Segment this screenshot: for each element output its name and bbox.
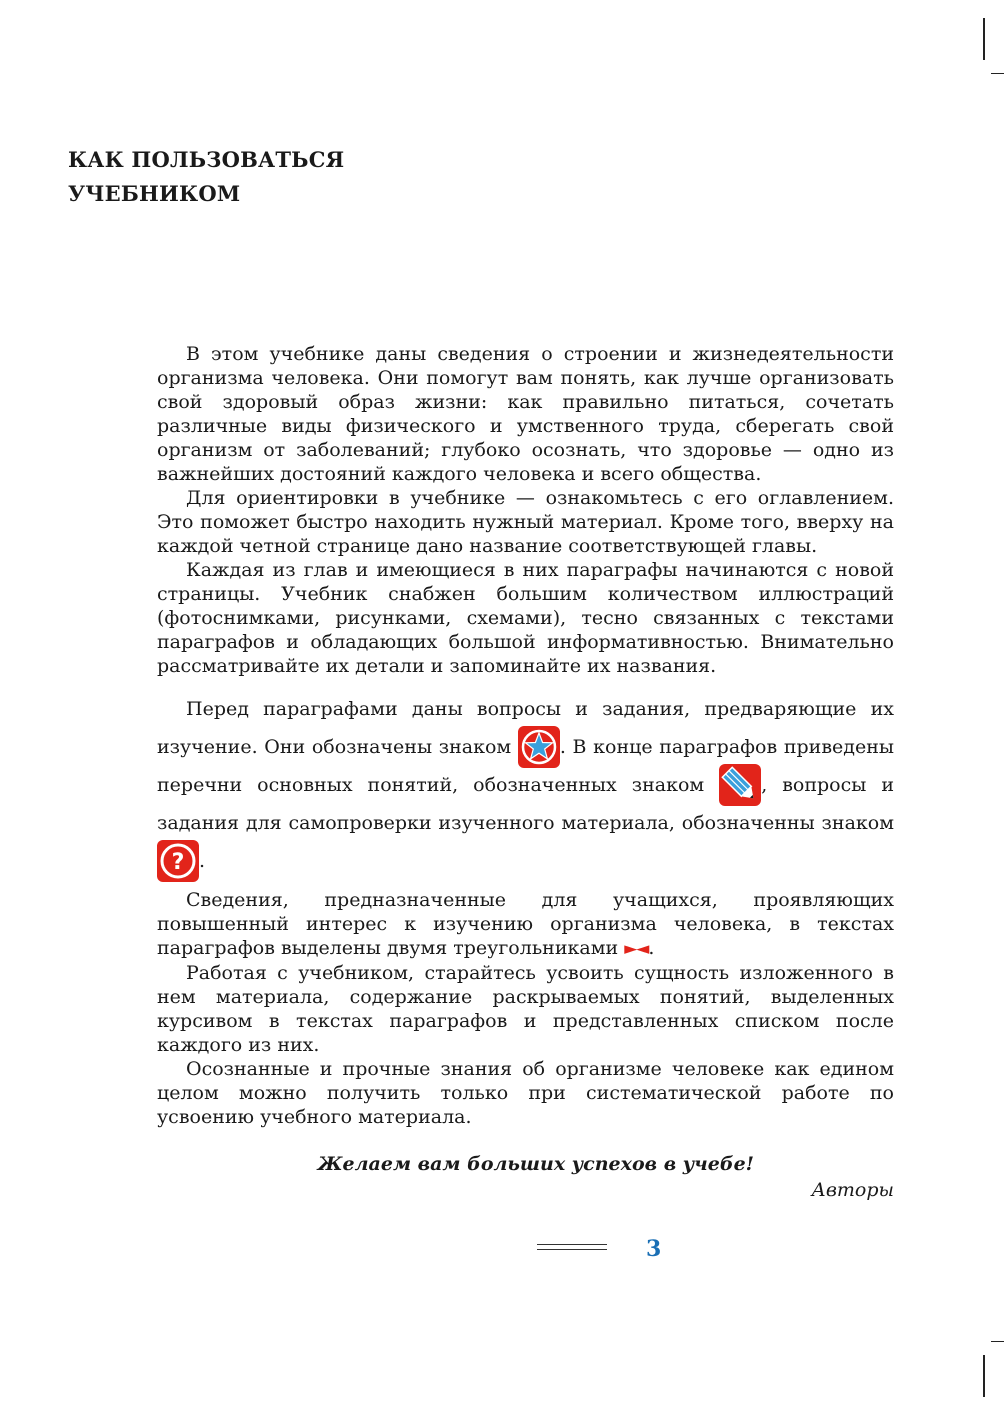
closing-wish: Желаем вам больших успехов в учебе!: [317, 1153, 754, 1175]
paragraph: Работая с учебником, старайтесь усвоить сущность изложенного в нем материала, содержание раскрываемых понятий, выделенных курсивом в текстах параграфов и представленных списком после каждого из них.: [157, 962, 894, 1056]
text-run: Перед параграфами даны вопросы и задания, предваряющие их изучение. Они обозначены знаком: [157, 698, 894, 758]
triangle-markers-icon: ►◄: [624, 939, 649, 959]
star-in-circle-icon: [518, 726, 560, 768]
title-line: УЧЕБНИКОМ: [68, 181, 241, 206]
crop-mark: [991, 73, 1004, 74]
page-title: [68, 143, 344, 211]
svg-text:?: ?: [171, 850, 185, 875]
page-number-rule: [537, 1244, 607, 1254]
pencil-icon: [719, 764, 761, 806]
paragraph: Для ориентировки в учебнике — ознакомьтесь с его оглавлением. Это поможет быстро находить нужный материал. Кроме того, вверху на каждой четной странице дано название соответствующей главы.: [157, 487, 894, 557]
text-run: .: [199, 850, 206, 872]
title-line: КАК ПОЛЬЗОВАТЬСЯ: [68, 147, 345, 172]
paragraph-with-icons: [157, 690, 894, 880]
crop-mark: [991, 1341, 1004, 1342]
crop-mark: [983, 1355, 985, 1397]
paragraph: Осознанные и прочные знания об организме человеке как едином целом можно получить только при систематической работе по усвоению учебного материала.: [157, 1058, 894, 1128]
crop-mark: [983, 18, 985, 60]
text-run: .: [648, 937, 655, 959]
paragraph: [157, 888, 894, 961]
authors-signature: Авторы: [811, 1179, 894, 1201]
text-run: . В конце параграфов приведены перечни основных понятий, обозначенных знаком: [157, 736, 894, 796]
text-run: , вопросы и задания для самопроверки изученного материала, обозначенны знаком: [157, 774, 894, 834]
text-run: Сведения, предназначенные для учащихся, проявляющих повышенный интерес к изучению организма человека, в текстах параграфов выделены двумя треугольниками: [157, 889, 894, 959]
paragraph: В этом учебнике даны сведения о строении и жизнедеятельности организма человека. Они помогут вам понять, как лучше организовать свой здоровый образ жизни: как правильно питаться, сочетать различные виды физического и умственного труда, сберегать свой организм от заболеваний; глубоко осознать, что здоровье — одно из важнейших достояний каждого человека и всего общества.: [157, 343, 894, 485]
paragraph: Каждая из глав и имеющиеся в них параграфы начинаются с новой страницы. Учебник снабжен большим количеством иллюстраций (фотоснимками, рисунками, схемами), тесно связанных с текстами параграфов и обладающих большой информативностью. Внимательно рассматривайте их детали и запоминайте их названия.: [157, 559, 894, 677]
page-number: 3: [646, 1236, 662, 1262]
body-text: [157, 342, 894, 1129]
question-mark-icon: [157, 840, 199, 882]
